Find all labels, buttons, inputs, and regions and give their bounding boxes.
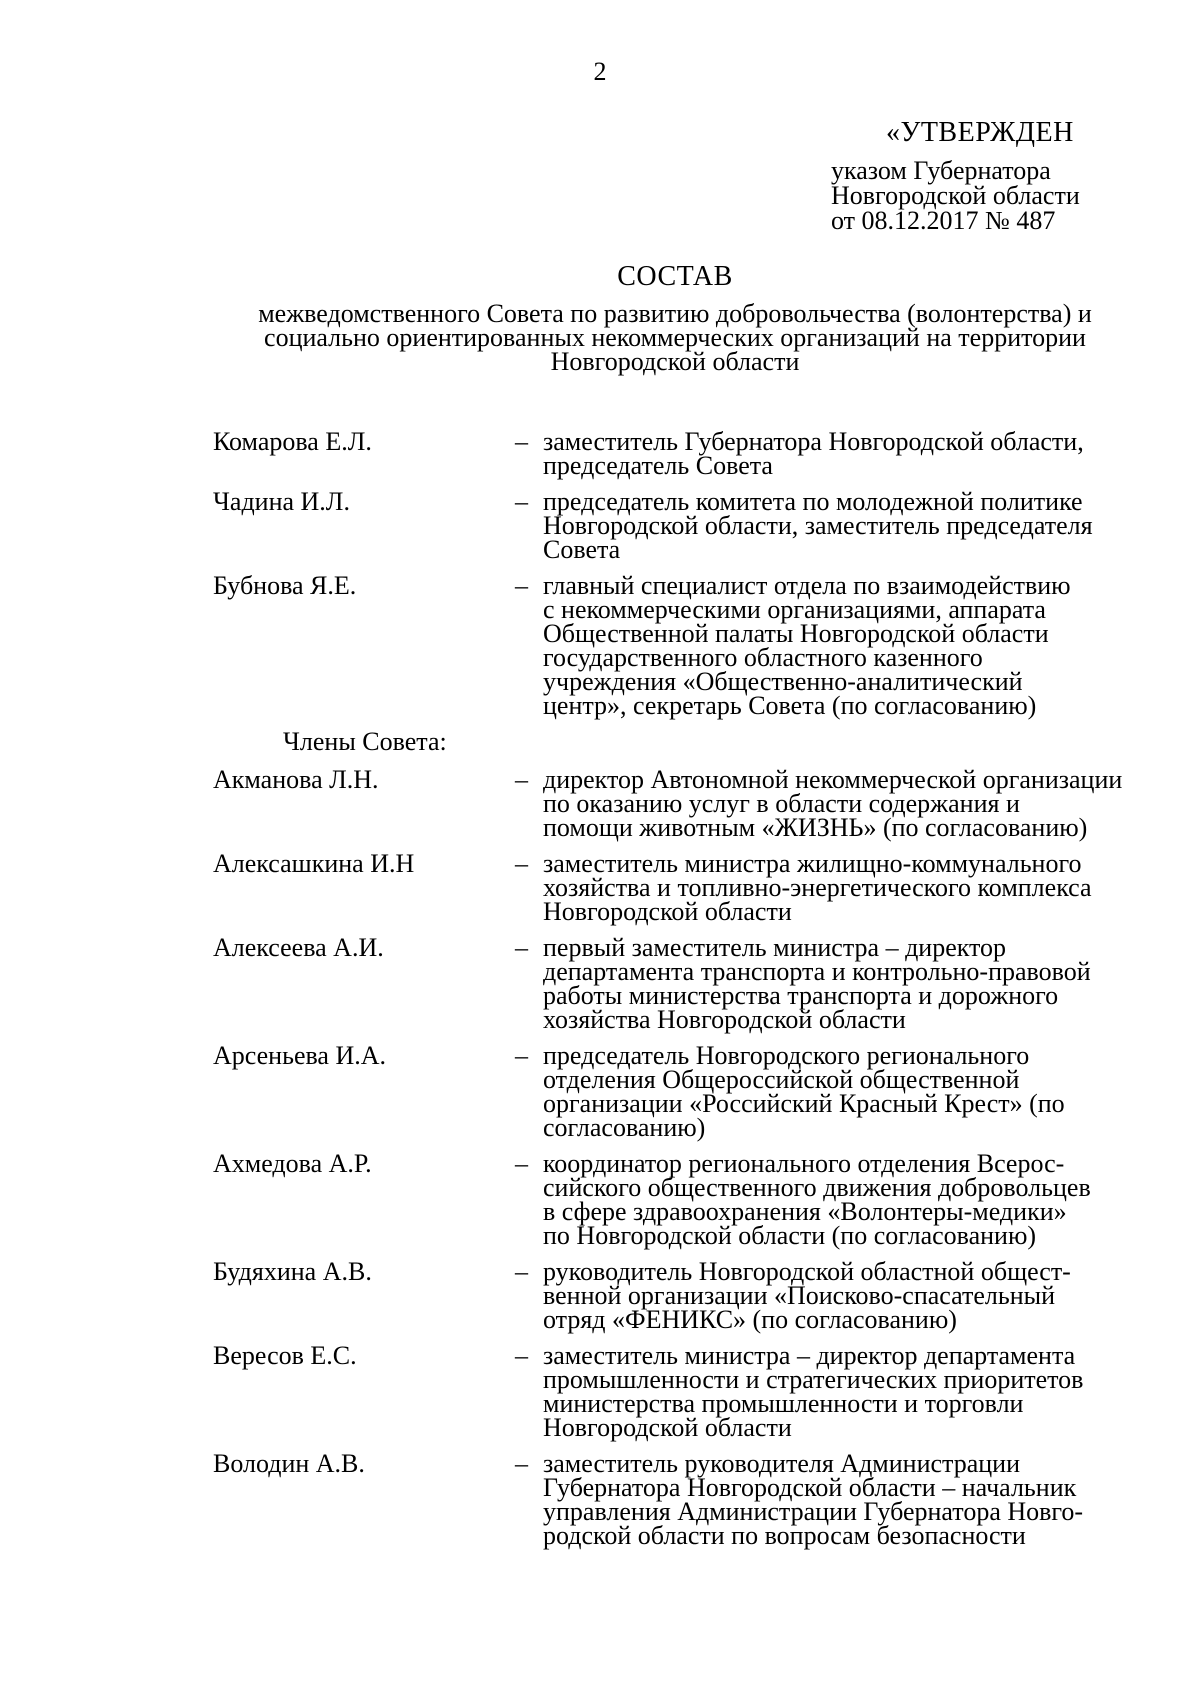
approval-title: «УТВЕРЖДЕН [886, 117, 1074, 148]
member-position-line: промышленности и стратегических приоритетов [543, 1365, 1084, 1394]
approval-line: указом Губернатора [831, 156, 1051, 185]
member-dash: – [515, 571, 528, 600]
member-position-line: директор Автономной некоммерческой организации [543, 765, 1123, 794]
member-position-line: центр», секретарь Совета (по согласованию) [543, 691, 1037, 720]
member-name: Володин А.В. [213, 1449, 365, 1478]
member-position-line: главный специалист отдела по взаимодействию [543, 571, 1071, 600]
member-row [213, 1341, 1173, 1442]
member-row [213, 849, 1173, 926]
subtitle-line: социально ориентированных некоммерческих организаций на территории [264, 323, 1086, 352]
member-dash: – [515, 1041, 528, 1070]
document-title: СОСТАВ [617, 261, 733, 292]
member-position-line: по Новгородской области (по согласованию) [543, 1221, 1037, 1250]
member-name: Бубнова Я.Е. [213, 571, 357, 600]
member-dash: – [515, 1341, 528, 1370]
member-row [213, 571, 1173, 720]
council-members-list [213, 427, 1173, 1560]
member-position [543, 765, 1173, 842]
member-position-line: отделения Общероссийской общественной [543, 1065, 1020, 1094]
member-name: Будяхина А.В. [213, 1257, 372, 1286]
member-row [213, 487, 1173, 564]
member-name: Чадина И.Л. [213, 487, 350, 516]
member-name: Алексеева А.И. [213, 933, 384, 962]
members-section-label: Члены Совета: [283, 727, 447, 756]
member-position [543, 1041, 1173, 1142]
member-row [213, 1041, 1173, 1142]
member-dash: – [515, 427, 528, 456]
member-position [543, 427, 1173, 480]
member-dash: – [515, 1449, 528, 1478]
member-position-line: Новгородской области [543, 897, 792, 926]
member-name: Акманова Л.Н. [213, 765, 379, 794]
member-dash: – [515, 1149, 528, 1178]
member-dash: – [515, 849, 528, 878]
member-position-line: по оказанию услуг в области содержания и [543, 789, 1020, 818]
member-position-line: помощи животным «ЖИЗНЬ» (по согласованию) [543, 813, 1088, 842]
approval-line: Новгородской области [831, 181, 1080, 210]
member-name: Алексашкина И.Н [213, 849, 415, 878]
member-position-line: заместитель министра жилищно-коммунального [543, 849, 1082, 878]
member-name: Вересов Е.С. [213, 1341, 357, 1370]
member-row [213, 1449, 1173, 1550]
member-position-line: учреждения «Общественно-аналитический [543, 667, 1023, 696]
member-name: Комарова Е.Л. [213, 427, 372, 456]
member-position-line: координатор регионального отделения Всерос- [543, 1149, 1065, 1178]
member-position-line: министерства промышленности и торговли [543, 1389, 1024, 1418]
member-position [543, 849, 1173, 926]
member-position-line: согласованию) [543, 1113, 706, 1142]
member-position-line: Губернатора Новгородской области – начальник [543, 1473, 1077, 1502]
member-position [543, 1341, 1173, 1442]
member-position-line: хозяйства Новгородской области [543, 1005, 906, 1034]
member-position [543, 1149, 1173, 1250]
member-dash: – [515, 487, 528, 516]
member-position-line: первый заместитель министра – директор [543, 933, 1007, 962]
member-dash: – [515, 765, 528, 794]
member-row [213, 1149, 1173, 1250]
member-position-line: государственного областного казенного [543, 643, 983, 672]
member-position-line: Новгородской области, заместитель председателя [543, 511, 1093, 540]
page-number: 2 [593, 57, 607, 86]
member-dash: – [515, 933, 528, 962]
member-name: Арсеньева И.А. [213, 1041, 387, 1070]
approval-line: от 08.12.2017 № 487 [831, 206, 1056, 235]
member-row [213, 933, 1173, 1034]
member-row [213, 427, 1173, 480]
member-row [213, 765, 1173, 842]
member-position-line: руководитель Новгородской областной общест- [543, 1257, 1071, 1286]
member-position-line: организации «Российский Красный Крест» (по [543, 1089, 1065, 1118]
member-position-line: председатель комитета по молодежной политике [543, 487, 1083, 516]
member-position-line: отряд «ФЕНИКС» (по согласованию) [543, 1305, 957, 1334]
document-subtitle [210, 299, 1140, 376]
member-position [543, 571, 1173, 720]
member-position-line: работы министерства транспорта и дорожного [543, 981, 1059, 1010]
member-position-line: венной организации «Поисково-спасательный [543, 1281, 1056, 1310]
member-position [543, 487, 1173, 564]
member-position-line: заместитель министра – директор департамента [543, 1341, 1076, 1370]
member-position-line: с некоммерческими организациями, аппарата [543, 595, 1046, 624]
member-position-line: родской области по вопросам безопасности [543, 1521, 1026, 1550]
member-name: Ахмедова А.Р. [213, 1149, 372, 1178]
member-position [543, 1449, 1173, 1550]
member-position-line: заместитель Губернатора Новгородской области, [543, 427, 1084, 456]
member-dash: – [515, 1257, 528, 1286]
member-row [213, 1257, 1173, 1334]
member-position-line: департамента транспорта и контрольно-правовой [543, 957, 1091, 986]
member-position-line: хозяйства и топливно-энергетического комплекса [543, 873, 1092, 902]
member-position [543, 933, 1173, 1034]
member-position-line: сийского общественного движения добровольцев [543, 1173, 1091, 1202]
member-position-line: Новгородской области [543, 1413, 792, 1442]
subtitle-line: Новгородской области [550, 347, 800, 376]
member-position-line: управления Администрации Губернатора Новго- [543, 1497, 1084, 1526]
member-position-line: заместитель руководителя Администрации [543, 1449, 1021, 1478]
member-position-line: председатель Новгородского регионального [543, 1041, 1030, 1070]
subtitle-line: межведомственного Совета по развитию добровольчества (волонтерства) и [258, 299, 1092, 328]
member-position-line: Совета [543, 535, 621, 564]
member-position-line: в сфере здравоохранения «Волонтеры-медики» [543, 1197, 1067, 1226]
member-position [543, 1257, 1173, 1334]
member-position-line: Общественной палаты Новгородской области [543, 619, 1049, 648]
member-position-line: председатель Совета [543, 451, 773, 480]
